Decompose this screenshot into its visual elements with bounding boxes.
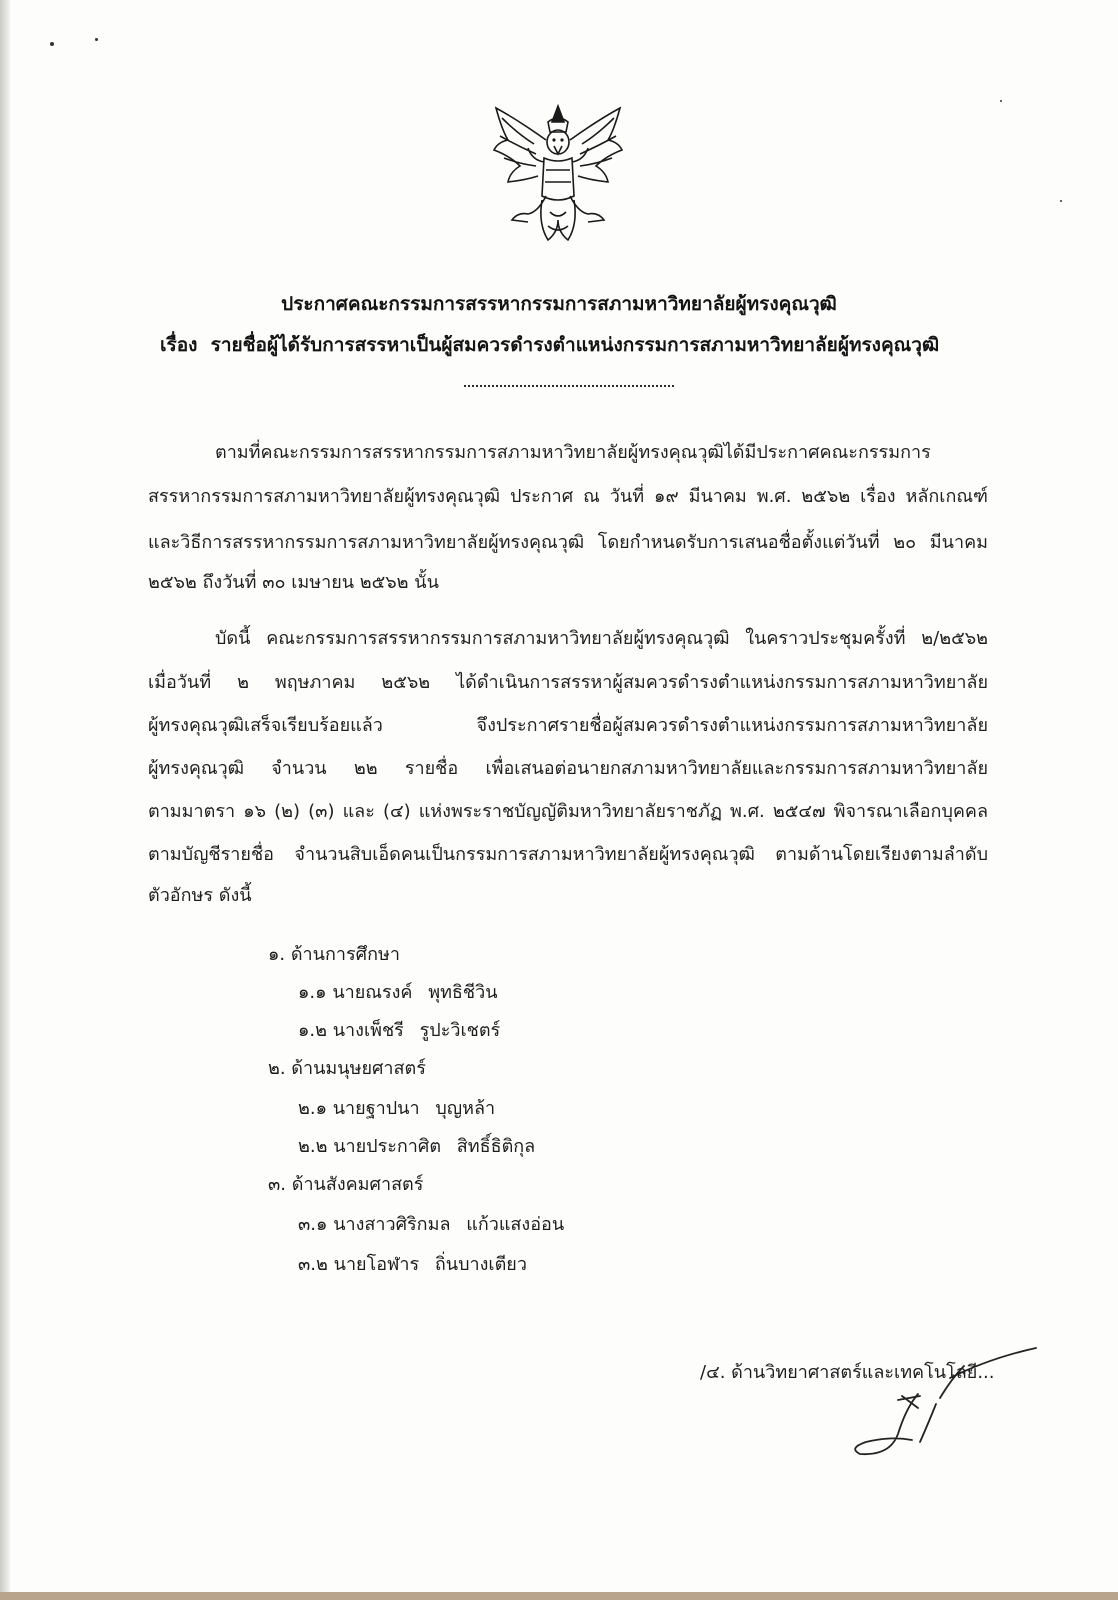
subject-label: เรื่อง — [160, 334, 198, 356]
person-first-name: นางเพ็ชรี — [332, 1020, 404, 1041]
paragraph-2-line: ตามบัญชีรายชื่อ จำนวนสิบเอ็ดคนเป็นกรรมการสภามหาวิทยาลัยผู้ทรงคุณวุฒิ ตามด้านโดยเรียงตามลำดับ — [148, 844, 988, 865]
list-item — [298, 1134, 535, 1160]
item-number: ๓.๒ — [298, 1254, 328, 1275]
handwritten-signature — [840, 1338, 1040, 1468]
list-item — [298, 980, 498, 1006]
person-first-name: นายประกาศิต — [333, 1136, 442, 1157]
scan-speck — [50, 42, 54, 46]
garuda-emblem-icon — [488, 100, 628, 250]
paragraph-1-line: ๒๕๖๒ ถึงวันที่ ๓๐ เมษายน ๒๕๖๒ นั้น — [148, 572, 439, 593]
person-last-name: แก้วแสงอ่อน — [466, 1214, 565, 1235]
document-subject — [160, 331, 960, 359]
section-heading-education: ๑. ด้านการศึกษา — [268, 944, 400, 965]
item-number: ๒.๒ — [298, 1136, 328, 1157]
section-heading-humanities: ๒. ด้านมนุษยศาสตร์ — [268, 1058, 426, 1079]
paragraph-1-line: และวิธีการสรรหากรรมการสภามหาวิทยาลัยผู้ทรงคุณวุฒิ โดยกำหนดรับการเสนอชื่อตั้งแต่วันที่ ๒๐ มีนาคม — [148, 532, 988, 553]
person-first-name: นางสาวศิริกมล — [333, 1214, 451, 1235]
title-divider — [464, 385, 674, 387]
paragraph-2-line: เมื่อวันที่ ๒ พฤษภาคม ๒๕๖๒ ได้ดำเนินการสรรหาผู้สมควรดำรงตำแหน่งกรรมการสภามหาวิทยาลัย — [148, 672, 988, 693]
person-first-name: นายฐาปนา — [332, 1098, 420, 1119]
paragraph-1-line: ตามที่คณะกรรมการสรรหากรรมการสภามหาวิทยาลัยผู้ทรงคุณวุฒิได้มีประกาศคณะกรรมการ — [215, 442, 931, 463]
paragraph-2-line: ผู้ทรงคุณวุฒิ จำนวน ๒๒ รายชื่อ เพื่อเสนอต่อนายกสภามหาวิทยาลัยและกรรมการสภามหาวิทยาลัย — [148, 758, 988, 779]
item-number: ๓.๑ — [298, 1214, 328, 1235]
list-item — [298, 1252, 527, 1278]
section-heading-social-sciences: ๓. ด้านสังคมศาสตร์ — [268, 1174, 424, 1195]
scan-speck — [1000, 100, 1002, 102]
person-first-name: นายโอฬาร — [333, 1254, 420, 1275]
subject-text: รายชื่อผู้ได้รับการสรรหาเป็นผู้สมควรดำรงตำแหน่งกรรมการสภามหาวิทยาลัยผู้ทรงคุณวุฒิ — [210, 334, 940, 356]
page-edge — [0, 0, 10, 1600]
person-last-name: พุทธิชีวิน — [428, 982, 498, 1003]
paragraph-2-line: ผู้ทรงคุณวุฒิเสร็จเรียบร้อยแล้ว จึงประกาศรายชื่อผู้สมควรดำรงตำแหน่งกรรมการสภามหาวิทยาลัย — [148, 715, 988, 736]
document-title: ประกาศคณะกรรมการสรรหากรรมการสภามหาวิทยาลัยผู้ทรงคุณวุฒิ — [281, 293, 837, 315]
person-first-name: นายณรงค์ — [332, 982, 413, 1003]
scan-speck — [95, 38, 98, 41]
item-number: ๑.๑ — [298, 982, 327, 1003]
item-number: ๑.๒ — [298, 1020, 328, 1041]
list-item — [298, 1018, 500, 1044]
paragraph-2-line: ตามมาตรา ๑๖ (๒) (๓) และ (๔) แห่งพระราชบัญญัติมหาวิทยาลัยราชภัฏ พ.ศ. ๒๕๔๗ พิจารณาเลือกบุคคล — [148, 801, 988, 822]
paragraph-2-line: บัดนี้ คณะกรรมการสรรหากรรมการสภามหาวิทยาลัยผู้ทรงคุณวุฒิ ในคราวประชุมครั้งที่ ๒/๒๕๖๒ — [215, 628, 988, 649]
scan-speck — [1060, 200, 1062, 202]
list-item — [298, 1212, 564, 1238]
page-edge-bottom — [0, 1592, 1118, 1600]
person-last-name: รูปะวิเชตร์ — [419, 1020, 501, 1041]
list-item — [298, 1096, 495, 1122]
continued-next-page-note: /๔. ด้านวิทยาศาสตร์และเทคโนโลยี... — [700, 1362, 995, 1383]
person-last-name: ถิ่นบางเตียว — [434, 1254, 527, 1275]
item-number: ๒.๑ — [298, 1098, 328, 1119]
paragraph-2-line: ตัวอักษร ดังนี้ — [148, 885, 252, 906]
person-last-name: บุญหล้า — [435, 1098, 496, 1119]
person-last-name: สิทธิ์ธิติกุล — [456, 1136, 536, 1157]
paragraph-1-line: สรรหากรรมการสภามหาวิทยาลัยผู้ทรงคุณวุฒิ ประกาศ ณ วันที่ ๑๙ มีนาคม พ.ศ. ๒๕๖๒ เรื่อง หลักเกณฑ์ — [148, 486, 988, 507]
